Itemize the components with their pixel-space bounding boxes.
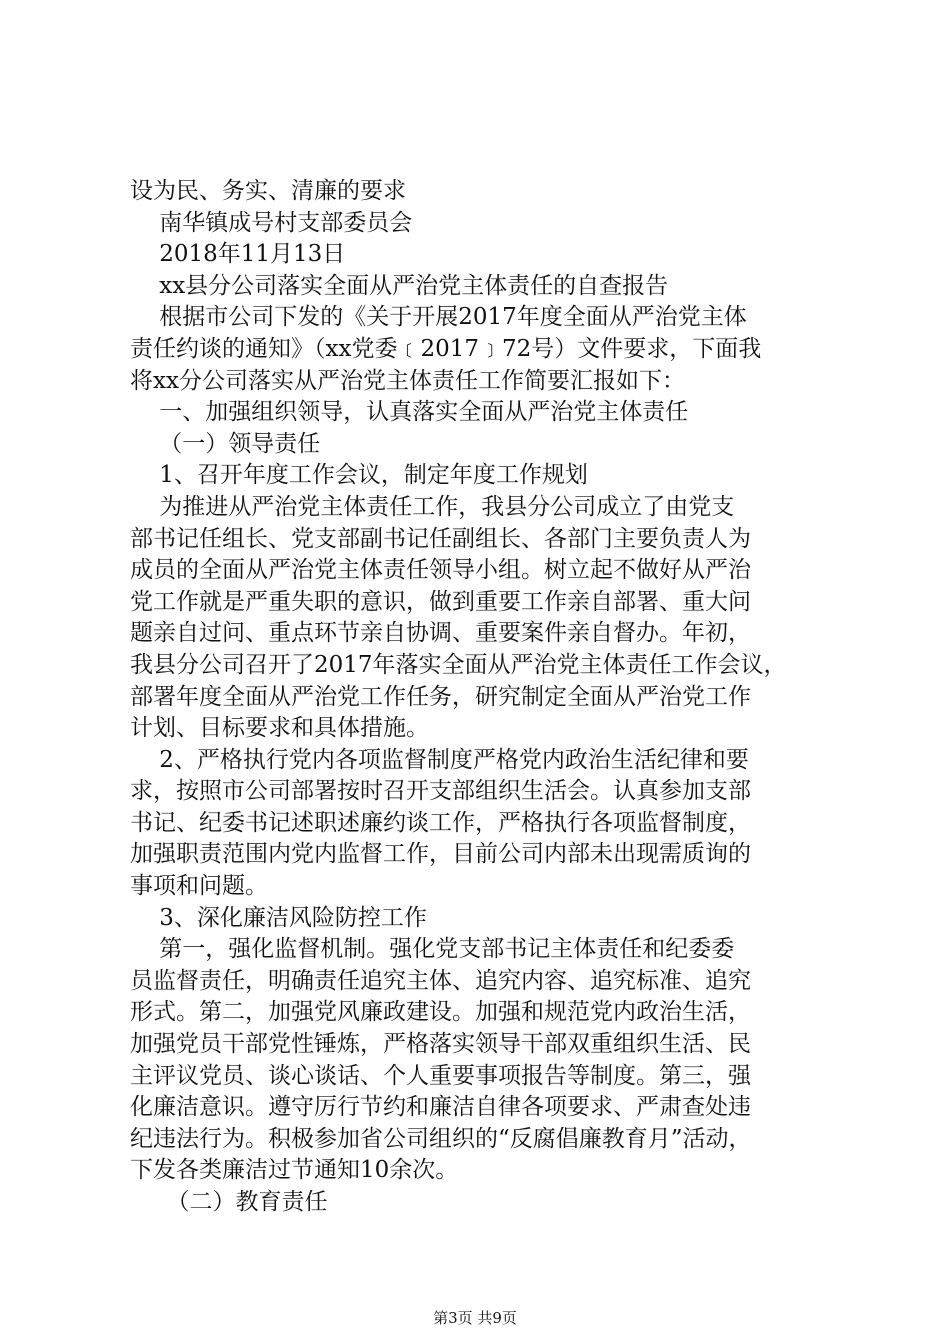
- document-line: xx县分公司落实全面从严治党主体责任的自查报告: [130, 272, 669, 299]
- document-line: 求，按照市公司部署按时召开支部组织生活会。认真参加支部: [130, 778, 751, 805]
- document-line: 部署年度全面从严治党工作任务，研究制定全面从严治党工作: [130, 683, 751, 710]
- document-line: 3、深化廉洁风险防控工作: [130, 904, 427, 931]
- document-line: 2018年11月13日: [130, 241, 346, 268]
- document-line: 事项和问题。: [130, 873, 268, 900]
- document-line: 纪违法行为。积极参加省公司组织的“反腐倡廉教育月”活动，: [130, 1125, 752, 1152]
- document-line: 党工作就是严重失职的意识，做到重要工作亲自部署、重大问: [130, 588, 751, 615]
- document-line: （二）教育责任: [130, 1189, 328, 1215]
- document-line: 根据市公司下发的《关于开展2017年度全面从严治党主体: [130, 304, 747, 331]
- document-line: 形式。第二，加强党风廉政建设。加强和规范党内政治生活，: [130, 999, 751, 1026]
- document-line: 主评议党员、谈心谈话、个人重要事项报告等制度。第三，强: [130, 1062, 751, 1089]
- document-line: 将xx分公司落实从严治党主体责任工作简要汇报如下：: [130, 367, 685, 394]
- document-line: 第一，强化监督机制。强化党支部书记主体责任和纪委委: [130, 936, 735, 963]
- document-line: 部书记任组长、党支部副书记任副组长、各部门主要负责人为: [130, 525, 751, 552]
- document-line: 计划、目标要求和具体措施。: [130, 715, 429, 742]
- document-line: 加强职责范围内党内监督工作，目前公司内部未出现需质询的: [130, 841, 751, 868]
- document-line: 员监督责任，明确责任追究主体、追究内容、追究标准、追究: [130, 967, 751, 994]
- document-line: （一）领导责任: [130, 430, 321, 457]
- document-line: 责任约谈的通知》（xx党委﹝2017﹞72号）文件要求，下面我: [130, 335, 762, 362]
- document-line: 一、加强组织领导，认真落实全面从严治党主体责任: [130, 399, 689, 426]
- document-line: 1、召开年度工作会议，制定年度工作规划: [130, 462, 588, 489]
- document-line: 加强党员干部党性锤炼，严格落实领导干部双重组织生活、民: [130, 1031, 751, 1058]
- page-number-footer: 第3页 共9页: [433, 1309, 517, 1327]
- document-line: 我县分公司召开了2017年落实全面从严治党主体责任工作会议，: [130, 651, 787, 678]
- document-line: 题亲自过问、重点环节亲自协调、重要案件亲自督办。年初，: [130, 620, 751, 647]
- document-line: 设为民、务实、清廉的要求: [130, 178, 406, 204]
- document-line: 为推进从严治党主体责任工作，我县分公司成立了由党支: [130, 493, 735, 520]
- document-line: 下发各类廉洁过节通知10余次。: [130, 1157, 459, 1184]
- document-line: 成员的全面从严治党主体责任领导小组。树立起不做好从严治: [130, 557, 751, 584]
- document-line: 化廉洁意识。遵守厉行节约和廉洁自律各项要求、严肃查处违: [130, 1094, 751, 1121]
- document-body: [130, 176, 830, 1219]
- document-line: 2、严格执行党内各项监督制度严格党内政治生活纪律和要: [130, 746, 749, 773]
- document-line: 书记、纪委书记述职述廉约谈工作，严格执行各项监督制度，: [130, 809, 751, 836]
- document-line: 南华镇成号村支部委员会: [130, 209, 413, 236]
